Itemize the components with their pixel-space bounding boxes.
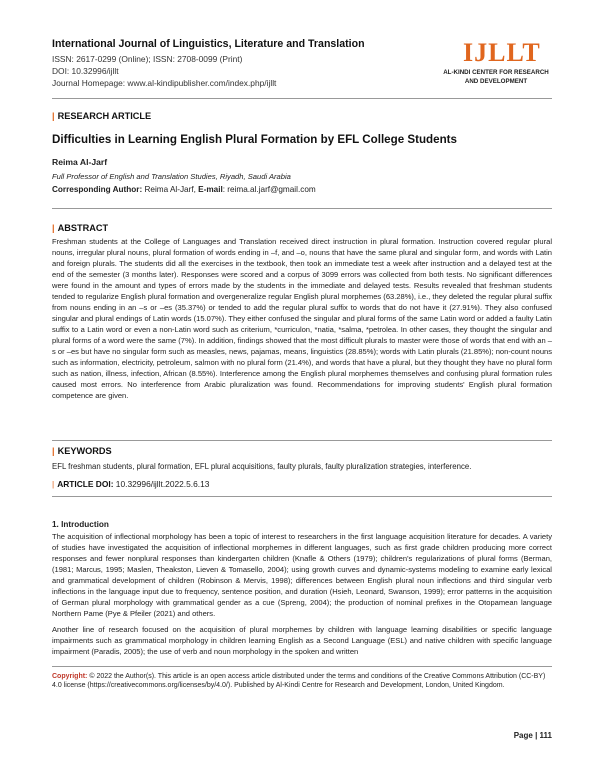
journal-homepage[interactable]: Journal Homepage: www.al-kindipublisher.com/index.php/ijllt — [52, 78, 277, 88]
keywords-heading-label: KEYWORDS — [57, 446, 112, 456]
email-address[interactable]: : reima.al.jarf@gmail.com — [222, 185, 316, 194]
introduction-heading: 1. Introduction — [52, 520, 109, 529]
abstract-heading — [52, 223, 108, 233]
logo-subtitle-1: AL-KINDI CENTER FOR RESEARCH — [443, 69, 549, 76]
logo-subtitle-2: AND DEVELOPMENT — [464, 78, 528, 85]
abstract-text: Freshman students at the College of Languages and Translation received direct instruction in plural formation. Instruction covered regular plural nouns, irregular plural nouns, plural formation of words ending in –f, and –o, nouns that have the same plural and singular form, and words with Latin and foreign plurals. The students did all the exercises in the textbook, then took an immediate test a week after instruction and a delayed test at the end of the semester (3 months later). Responses were scored and a corpus of 3099 errors was collected from both tests. No significant differences were found in the amount and types of errors made by the students in the immediate and delayed tests. Results revealed that freshman students tended to regularize English plural formation and overgeneralize regular English plural morphemes (63.28%), i.e., they deleted the regular plural suffix from nouns ending in an –s or –es (35.37%) or tended to add the regular plural suffix to words that do not have it (27.91%). They also confused singular and plural endings of Latin words (15.07%). They either confused the singular and plural forms of the same Latin word or added a faulty Latin suffix to a Latin word or even a non-Latin word such as criterium, *curriculon, *natia, *salma, *petrolea. In other cases, they thought the singular and plural forms of a word were the same (7%). In addition, findings showed that the most difficult plurals to master were those of words that end with an –s or –es but have no singular form such as measles, news, pajamas, means, linguistics (28.85%); words with Latin plurals (21.85%); non-count nouns such as information, electricity, petroleum, salmon with no plural form (21.4%), and words that have a plural, but they thought they have no plural form such as nation, illness, infection, African (8.55%). Interference among the English plural morphemes themselves and confusing plural formation rules caused most errors. No interference from Arabic pluralization was found. Recommendations for improving students' English plural formation competence are given. — [52, 237, 552, 400]
keywords-text: EFL freshman students, plural formation, EFL plural acquisitions, faulty plurals, faulty pluralization strategies, interference. — [52, 462, 472, 471]
author-affiliation: Full Professor of English and Translation Studies, Riyadh, Saudi Arabia — [52, 172, 291, 181]
doi-bottom-rule — [52, 496, 552, 497]
header-divider — [52, 98, 552, 99]
author-name: Reima Al-Jarf — [52, 157, 108, 167]
article-title: Difficulties in Learning English Plural Formation by EFL College Students — [52, 133, 457, 146]
corresponding-name: Reima Al-Jarf, — [142, 185, 199, 194]
journal-logo-mark: IJLLT — [463, 38, 541, 67]
copyright-notice — [52, 672, 552, 690]
section-marker: | — [52, 223, 55, 233]
email-label: E-mail — [198, 185, 223, 194]
corresponding-label: Corresponding Author: — [52, 185, 143, 194]
section-marker: | — [52, 479, 55, 489]
footer-divider — [52, 666, 552, 667]
section-marker: | — [52, 111, 55, 121]
article-type — [52, 111, 151, 121]
section-marker: | — [52, 446, 55, 456]
journal-title: International Journal of Linguistics, Literature and Translation — [52, 38, 365, 50]
journal-doi: DOI: 10.32996/ijllt — [52, 66, 119, 76]
keywords-heading — [52, 446, 112, 456]
abstract-heading-label: ABSTRACT — [57, 223, 109, 233]
keywords-rule — [52, 440, 552, 441]
article-doi-label: ARTICLE DOI: — [57, 479, 114, 489]
copyright-label: Copyright: — [52, 673, 88, 680]
article-type-label: RESEARCH ARTICLE — [57, 111, 152, 121]
copyright-text: © 2022 the Author(s). This article is an open access article distributed under the terms and conditions of the Creative Commons Attribution (CC-BY) 4.0 license (https://creativecommons.org/licenses/by/4.0/). Published by Al-Kindi Centre for Research and Development, London, United Kingdom. — [52, 673, 546, 689]
introduction-paragraph-1: The acquisition of inflectional morphology has been a topic of interest to researchers in the first language acquisition literature for decades. A variety of studies have investigated the acquisition of inflectional morphemes in different languages, such as first grade children producing more correct responses and fewer nonplural responses than kindergarten children (Knafle & Others (1979); children's regularizations of plural forms (Berman, (1981; Marcus, 1995; Maslen, Theakston, Lieven & Tomasello, 2004); using growth curves and dynamic-systems modeling to examine early lexical and grammatical development of children (Robinson & Mervis, 1998); differences between English plural noun inflections and third singular verb inflections in the language input due to frequency, sentence position, and duration (Hsieh, Leonard, Swanson, 1999); error patterns in the acquisition of German plural morphology with grammatical gender as a cue (Spreng, 2004); the production of nominal prefixes in the Otopamean language Northern Pame (Pye & Pfeiler (2021) and others. — [52, 532, 552, 618]
journal-issn: ISSN: 2617-0299 (Online); ISSN: 2708-0099 (Print) — [52, 54, 243, 64]
page-number: Page | 111 — [513, 731, 552, 740]
article-doi — [52, 479, 209, 489]
corresponding-author — [52, 185, 316, 194]
introduction-paragraph-2: Another line of research focused on the acquisition of plural morphemes by children with language learning disabilities or specific language impairments such as grammatical morphology in children learning English as a Second Language (ESL) and native children with specific language impairment (Paradis, 2005); the use of verb and noun morphology in the spoken and written — [52, 625, 552, 656]
abstract-top-rule — [52, 208, 552, 209]
article-doi-value[interactable]: 10.32996/ijllt.2022.5.6.13 — [113, 479, 210, 489]
